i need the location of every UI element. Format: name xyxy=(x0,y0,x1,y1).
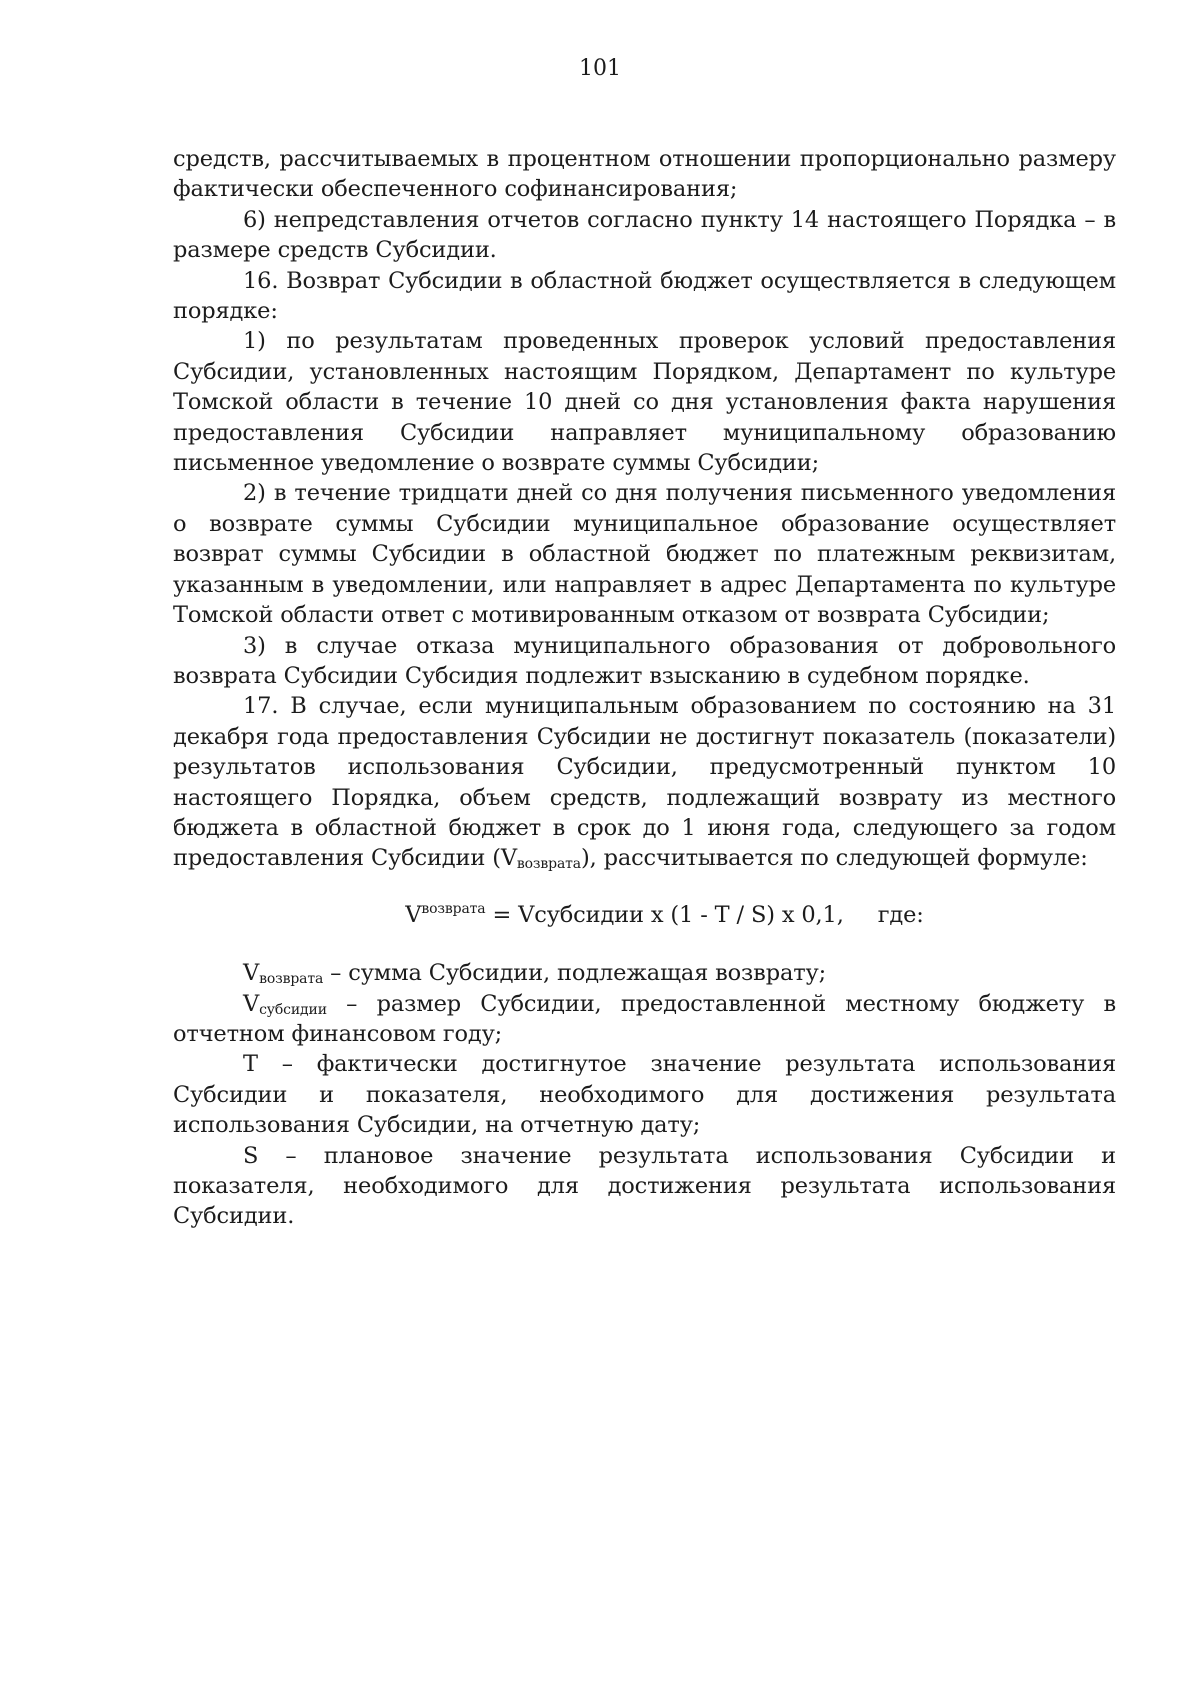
paragraph-16-item-1: 1) по результатам проведенных проверок условий предоставления Субсидии, установленных настоящим Порядком, Департамент по культуре Томской области в течение 10 дней со дня установления факта нарушения предоставления Субсидии направляет муниципальному образованию письменное уведомление о возврате суммы Субсидии; xyxy=(173,328,1116,477)
definition-text: – размер Субсидии, предоставленной местному бюджету в отчетном финансовом году; xyxy=(173,990,1116,1047)
definition-v-vozvrata xyxy=(173,958,1116,988)
paragraph-17-subscript: возврата xyxy=(516,856,581,873)
paragraph-continuation: средств, рассчитываемых в процентном отношении пропорционально размеру фактически обеспеченного софинансирования; xyxy=(173,146,1116,203)
definition-symbol: V xyxy=(243,990,260,1017)
formula xyxy=(173,900,1116,930)
paragraph-16-item-3: 3) в случае отказа муниципального образования от добровольного возврата Субсидии Субсидия подлежит взысканию в судебном порядке. xyxy=(173,632,1116,689)
paragraph-item-6: 6) непредставления отчетов согласно пункту 14 настоящего Порядка – в размере средств Субсидии. xyxy=(173,206,1116,264)
formula-superscript: возврата xyxy=(421,900,486,917)
formula-v: V xyxy=(405,901,422,928)
paragraph-16-item-2: 2) в течение тридцати дней со дня получения письменного уведомления о возврате суммы Субсидии муниципальное образование осуществляет возврат суммы Субсидии в областной бюджет по платежным реквизитам, указанным в уведомлении, или направляет в адрес Департамента по культуре Томской области ответ с мотивированным отказом от возврата Субсидии; xyxy=(173,480,1116,629)
paragraph-17-text: 17. В случае, если муниципальным образованием по состоянию на 31 декабря года предоставления Субсидии не достигнут показатель (показатели) результатов использования Субсидии, предусмотренный пунктом 10 настоящего Порядка, объем средств, подлежащий возврату из местного бюджета в областной бюджет в срок до 1 июня года, следующего за годом предоставления Субсидии (V xyxy=(173,693,1116,872)
paragraph-17 xyxy=(173,691,1116,873)
page-number: 101 xyxy=(579,56,621,81)
definition-text: – сумма Субсидии, подлежащая возврату; xyxy=(323,960,827,987)
definition-v-subsidii xyxy=(173,989,1116,1050)
formula-expression: = Vсубсидии x (1 - T / S) x 0,1, xyxy=(485,901,844,928)
document-body xyxy=(173,144,1116,1232)
definition-symbol: V xyxy=(243,960,260,987)
formula-where: где: xyxy=(877,901,924,928)
paragraph-16: 16. Возврат Субсидии в областной бюджет осуществляется в следующем порядке: xyxy=(173,267,1116,325)
definition-subscript: субсидии xyxy=(259,1001,327,1018)
paragraph-17-tail: ), рассчитывается по следующей формуле: xyxy=(580,845,1088,872)
definition-t: T – фактически достигнутое значение результата использования Субсидии и показателя, необходимого для достижения результата использования Субсидии, на отчетную дату; xyxy=(173,1051,1116,1139)
definition-s: S – плановое значение результата использования Субсидии и показателя, необходимого для достижения результата использования Субсидии. xyxy=(173,1142,1116,1230)
definition-subscript: возврата xyxy=(259,971,324,988)
